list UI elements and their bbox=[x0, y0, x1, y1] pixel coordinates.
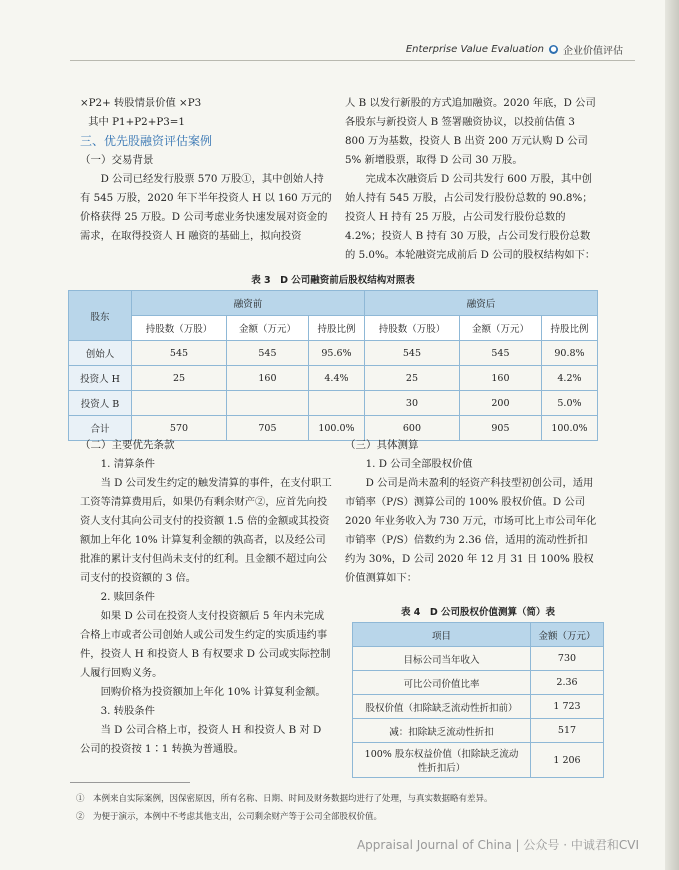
right-column-top bbox=[345, 94, 597, 265]
header-english: Enterprise Value Evaluation bbox=[405, 44, 544, 55]
table-cell: 4.4% bbox=[308, 366, 364, 391]
table-row bbox=[353, 647, 604, 671]
table-cell: 90.8% bbox=[541, 341, 597, 366]
table-row bbox=[69, 341, 598, 366]
table-row bbox=[353, 695, 604, 719]
table3 bbox=[68, 290, 598, 441]
footnotes bbox=[76, 790, 493, 826]
footnote-rule bbox=[70, 782, 190, 783]
table-cell: 905 bbox=[459, 416, 541, 441]
table-cell: 25 bbox=[364, 366, 459, 391]
running-header bbox=[406, 42, 623, 57]
table3-subheader: 持股数（万股） bbox=[132, 316, 227, 341]
formula-constraint: 其中 P1+P2+P3=1 bbox=[88, 116, 185, 128]
page-spine bbox=[665, 0, 679, 870]
header-rule bbox=[70, 60, 635, 61]
paragraph: 当 D 公司发生约定的触发清算的事件，在支付职工工资等清算费用后，如果仍有剩余财产②，应首先向投资人支付其向公司支付的投资额 1.5 倍的金额或其投资额加上年化 10% 计算复利金额的孰高者，以及经公司批准的累计支付但尚未支付的红利。且金额不超过向公司支付的投资额的 3 倍。 bbox=[80, 477, 332, 584]
table3-subheader: 持股比例 bbox=[541, 316, 597, 341]
table-cell: 200 bbox=[459, 391, 541, 416]
table-cell: 545 bbox=[459, 341, 541, 366]
table4-title: 表 4 D 公司股权价值测算（简）表 bbox=[400, 607, 556, 618]
formula-line: ×P2+ 转股情景价值 ×P3 bbox=[80, 97, 202, 109]
table-row bbox=[353, 743, 604, 778]
table3-subheader: 金额（万元） bbox=[459, 316, 541, 341]
table-cell: 2.36 bbox=[531, 671, 604, 695]
table-cell bbox=[308, 391, 364, 416]
table-cell: 减：扣除缺乏流动性折扣 bbox=[353, 719, 531, 743]
table-cell: 25 bbox=[132, 366, 227, 391]
table-cell: 100.0% bbox=[541, 416, 597, 441]
table-cell bbox=[226, 391, 308, 416]
table-cell: 100.0% bbox=[308, 416, 364, 441]
subsection-heading: （二）主要优先条款 bbox=[80, 439, 175, 451]
section-heading: 三、优先股融资评估案例 bbox=[80, 134, 213, 148]
table-cell: 创始人 bbox=[69, 341, 132, 366]
table-cell: 合计 bbox=[69, 416, 132, 441]
subsection-heading: （一）交易背景 bbox=[80, 154, 154, 166]
table-cell: 705 bbox=[226, 416, 308, 441]
table-cell: 545 bbox=[364, 341, 459, 366]
paragraph: 完成本次融资后 D 公司共发行 600 万股，其中创始人持有 545 万股，占公司发行股份总数的 90.8%；投资人 H 持有 25 万股，占公司发行股份总数的 4.2%；投资人 B 持有 30 万股，占公司发行股份总数的 5.0%。本轮融资完成前后 D 公司的股权结构如下： bbox=[345, 173, 596, 261]
bullet-icon: ● bbox=[550, 45, 557, 53]
table4 bbox=[352, 622, 604, 778]
table3-header-shareholder: 股东 bbox=[69, 291, 132, 341]
table-cell: 30 bbox=[364, 391, 459, 416]
table-cell: 投资人 H bbox=[69, 366, 132, 391]
table-cell: 股权价值（扣除缺乏流动性折扣前） bbox=[353, 695, 531, 719]
table-cell: 目标公司当年收入 bbox=[353, 647, 531, 671]
left-column-top bbox=[80, 94, 332, 246]
table3-header-after: 融资后 bbox=[364, 291, 597, 316]
paragraph: 人 B 以发行新股的方式追加融资。2020 年底，D 公司各股东与新投资人 B 签署融资协议，以投前估值 3 800 万为基数，投资人 B 出资 200 万元认购 D 公司 5% 新增股票，取得 D 公司 30 万股。 bbox=[345, 97, 596, 166]
table-cell: 730 bbox=[531, 647, 604, 671]
header-chinese: 企业价值评估 bbox=[563, 46, 623, 57]
table-cell: 4.2% bbox=[541, 366, 597, 391]
table3-title: 表 3 D 公司融资前后股权结构对照表 bbox=[251, 275, 415, 286]
table-cell: 95.6% bbox=[308, 341, 364, 366]
table-row bbox=[69, 391, 598, 416]
table-row bbox=[353, 671, 604, 695]
table-cell: 517 bbox=[531, 719, 604, 743]
table-cell: 1 723 bbox=[531, 695, 604, 719]
table-cell: 160 bbox=[226, 366, 308, 391]
table-cell: 160 bbox=[459, 366, 541, 391]
clause-heading: 1. D 公司全部股权价值 bbox=[365, 458, 473, 470]
table3-subheader: 金额（万元） bbox=[226, 316, 308, 341]
table-cell: 545 bbox=[132, 341, 227, 366]
table-row bbox=[353, 719, 604, 743]
paragraph: D 公司已经发行股票 570 万股①，其中创始人持有 545 万股，2020 年下半年投资人 H 以 160 万元的价格获得 25 万股。D 公司考虑业务快速发展对资金的需求，在取得投资人 H 融资的基础上，拟向投资 bbox=[80, 173, 332, 242]
table4-header-item: 项目 bbox=[353, 623, 531, 647]
subsection-heading: （三）具体测算 bbox=[345, 439, 419, 451]
table4-header-amount: 金额（万元） bbox=[531, 623, 604, 647]
footer-watermark: Appraisal Journal of China | 公众号 · 中诚君和CVI bbox=[356, 838, 639, 852]
clause-heading: 3. 转股条件 bbox=[100, 705, 155, 717]
table-row bbox=[69, 366, 598, 391]
table-cell: 5.0% bbox=[541, 391, 597, 416]
right-column-bottom bbox=[345, 436, 597, 588]
table-cell: 545 bbox=[226, 341, 308, 366]
table-cell: 可比公司价值比率 bbox=[353, 671, 531, 695]
table-cell: 投资人 B bbox=[69, 391, 132, 416]
table3-header-before: 融资前 bbox=[132, 291, 365, 316]
clause-heading: 2. 赎回条件 bbox=[100, 591, 155, 603]
table-cell: 100% 股东权益价值（扣除缺乏流动性折扣后） bbox=[353, 743, 531, 778]
table-cell bbox=[132, 391, 227, 416]
paragraph: 当 D 公司合格上市，投资人 H 和投资人 B 对 D 公司的投资按 1∶1 转换为普通股。 bbox=[80, 724, 322, 755]
table-cell: 1 206 bbox=[531, 743, 604, 778]
table-cell: 600 bbox=[364, 416, 459, 441]
table-cell: 570 bbox=[132, 416, 227, 441]
table3-subheader: 持股数（万股） bbox=[364, 316, 459, 341]
table3-subheader: 持股比例 bbox=[308, 316, 364, 341]
footnote-2: ② 为便于演示，本例中不考虑其他支出，公司剩余财产等于公司全部股权价值。 bbox=[76, 812, 383, 822]
footnote-1: ① 本例来自实际案例，因保密原因，所有名称、日期、时间及财务数据均进行了处理，与真实数据略有差异。 bbox=[76, 794, 493, 804]
clause-heading: 1. 清算条件 bbox=[100, 458, 155, 470]
left-column-bottom bbox=[80, 436, 332, 759]
paragraph: 回购价格为投资额加上年化 10% 计算复利金额。 bbox=[100, 686, 326, 698]
paragraph: D 公司是尚未盈利的轻资产科技型初创公司，适用市销率（P/S）测算公司的 100% 股权价值。D 公司 2020 年业务收入为 730 万元，市场可比上市公司年化市销率（P/S）倍数约为 2.36 倍，适用的流动性折扣约为 30%，D 公司 2020 年 12 月 31 日 100% 股权价值测算如下： bbox=[345, 477, 597, 584]
paragraph: 如果 D 公司在投资人支付投资额后 5 年内未完成合格上市或者公司创始人或公司发生约定的实质违约事件，投资人 H 和投资人 B 有权要求 D 公司或实际控制人履行回购义务。 bbox=[80, 610, 331, 679]
